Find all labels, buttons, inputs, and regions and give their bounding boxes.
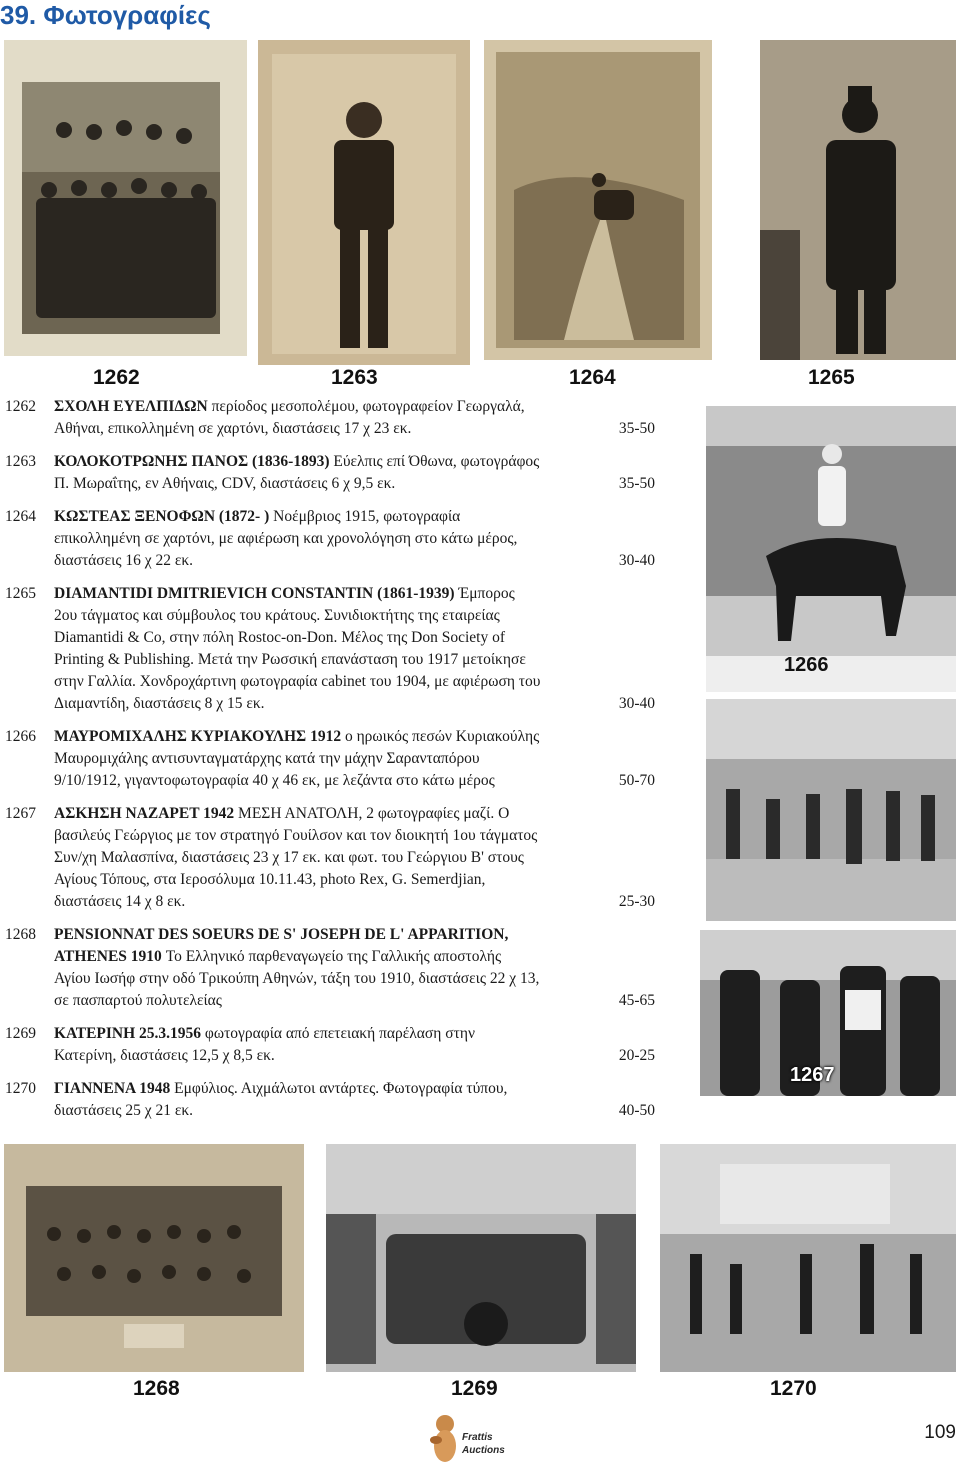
entry-text: Εμφύλιος. Αιχμάλωτοι αντάρτες. Φωτογραφία τύπου, [170,1080,508,1097]
entry-description [54,583,655,715]
entry-line [54,649,655,671]
entry-line [54,528,655,550]
entry-line [54,825,655,847]
entry-text: Εύελπις επί Όθωνα, φωτογράφος [329,453,540,470]
entry-heading: ΣΧΟΛΗ ΕΥΕΛΠΙΔΩΝ [54,398,208,415]
entry-estimate: 20-25 [618,1047,655,1064]
catalog-entry [5,924,655,1012]
photo-1263 [258,40,470,365]
catalog-entry [5,1078,655,1122]
entry-heading: ΚΑΤΕΡΙΝΗ 25.3.1956 [54,1025,202,1042]
entry-line [54,748,655,770]
photo-1264 [484,40,712,360]
entry-estimate: 50-70 [618,772,655,789]
entry-line [54,1078,655,1100]
entry-line [54,451,655,473]
entry-heading: ATHENES 1910 [54,948,162,965]
photo-1269 [326,1144,636,1372]
entry-text: Αγίου Ιωσήφ στην οδό Τρικούπη Αθηνών, τάξη του 1910, διαστάσεις 22 χ 13, [54,970,540,987]
photo-label-1264: 1264 [569,366,616,389]
catalog-entries [5,396,655,1133]
entry-description [54,451,655,495]
entry-number: 1263 [5,453,36,470]
photo-1267-top [706,699,956,921]
entry-description [54,803,655,913]
entry-number: 1270 [5,1080,36,1097]
entry-line [54,693,655,715]
catalog-entry [5,803,655,913]
entry-estimate: 45-65 [618,992,655,1009]
photo-label-1268: 1268 [133,1377,180,1400]
entry-heading: ΑΣΚΗΣΗ ΝΑΖΑΡΕΤ 1942 [54,805,235,822]
entry-text: Μαυρομιχάλης αντισυνταγματάρχης κατά την μάχην Σαρανταπόρου [54,750,480,767]
entry-text: περίοδος μεσοπολέμου, φωτογραφείον Γεωργαλά, [207,398,525,415]
entry-description [54,506,655,572]
entry-line [54,1100,655,1122]
entry-line [54,924,655,946]
entry-estimate: 40-50 [618,1102,655,1119]
entry-text: Διαμαντίδη, διαστάσεις 8 χ 15 εκ. [54,695,265,712]
entry-line [54,990,655,1012]
entry-text: φωτογραφία από επετειακή παρέλαση στην [201,1025,475,1042]
entry-line [54,847,655,869]
entry-number: 1269 [5,1025,36,1042]
entry-text: 2ου τάγματος και σύμβουλος του κράτους. Συνιδιοκτήτης της εταιρείας [54,607,500,624]
entry-text: Π. Μωραΐτης, εν Αθήναις, CDV, διαστάσεις 6 χ 9,5 εκ. [54,475,396,492]
entry-line [54,506,655,528]
entry-heading: PENSIONNAT DES SOEURS DE S' JOSEPH DE L' APPARITION, [54,926,509,943]
page-title: 39. Φωτογραφίες [0,0,211,30]
entry-heading: ΓΙΑΝΝΕΝΑ 1948 [54,1080,171,1097]
photo-1266 [706,406,956,692]
entry-text: Printing & Publishing. Μετά την Ρωσσική επανάσταση του 1917 μετοίκησε [54,651,526,668]
logo-line-1: Frattis [462,1432,493,1443]
photo-1270 [660,1144,956,1372]
cherub-logo-icon [430,1412,460,1466]
page-number: 109 [924,1422,956,1443]
photo-label-1263: 1263 [331,366,378,389]
photo-1262 [4,40,247,356]
entry-text: βασιλεύς Γεώργιος με τον στρατηγό Γουίλσον και τον διοικητή 1ου τάγματος [54,827,538,844]
catalog-entry [5,1023,655,1067]
catalog-entry [5,726,655,792]
entry-line [54,627,655,649]
entry-line [54,1023,655,1045]
entry-text: επικολλημένη σε χαρτόνι, με αφιέρωση και χρονολόγηση στο κάτω μέρος, [54,530,518,547]
entry-description [54,924,655,1012]
entry-line [54,605,655,627]
entry-line [54,770,655,792]
entry-line [54,583,655,605]
entry-text: ΜΕΣΗ ΑΝΑΤΟΛΗ, 2 φωτογραφίες μαζί. Ο [234,805,510,822]
entry-line [54,473,655,495]
entry-description [54,396,655,440]
photo-label-1266: 1266 [784,654,829,676]
entry-description [54,726,655,792]
entry-heading: ΚΩΣΤΕΑΣ ΞΕΝΟΦΩΝ (1872- ) [54,508,270,525]
entry-line [54,803,655,825]
entry-heading: DIAMANTIDI DMITRIEVICH CONSTANTIN (1861-1939) [54,585,455,602]
entry-number: 1267 [5,805,36,822]
entry-number: 1268 [5,926,36,943]
entry-text: ο ηρωικός πεσών Κυριακούλης [341,728,540,745]
entry-line [54,891,655,913]
entry-line [54,396,655,418]
entry-text: Συν/χη Μαλασπίνα, διαστάσεις 23 χ 17 εκ. και φωτ. του Γεώργιου Β' στους [54,849,524,866]
frattis-auctions-logo [430,1412,530,1468]
entry-text: Έμπορος [454,585,515,602]
entry-estimate: 35-50 [618,420,655,437]
entry-text: διαστάσεις 14 χ 8 εκ. [54,893,186,910]
entry-line [54,418,655,440]
logo-line-2: Auctions [462,1445,505,1456]
entry-text: Diamantidi & Co, στην πόλη Rostoc-on-Don. Μέλος της Don Society of [54,629,505,646]
photo-1268 [4,1144,304,1372]
photo-1267-bottom [700,930,956,1096]
catalog-entry [5,583,655,715]
entry-line [54,671,655,693]
entry-number: 1264 [5,508,36,525]
entry-number: 1262 [5,398,36,415]
catalog-entry [5,396,655,440]
entry-estimate: 25-30 [618,893,655,910]
entry-line [54,550,655,572]
catalog-entry [5,506,655,572]
entry-estimate: 35-50 [618,475,655,492]
entry-text: Το Ελληνικό παρθεναγωγείο της Γαλλικής αποστολής [161,948,502,965]
entry-text: 9/10/1912, γιγαντοφωτογραφία 40 χ 46 εκ, με λεζάντα στο κάτω μέρος [54,772,495,789]
entry-estimate: 30-40 [618,695,655,712]
photo-label-1262: 1262 [93,366,140,389]
photo-label-1270: 1270 [770,1377,817,1400]
photo-label-1265: 1265 [808,366,855,389]
entry-description [54,1078,655,1122]
entry-text: Αθήναι, επικολλημένη σε χαρτόνι, διαστάσεις 17 χ 23 εκ. [54,420,412,437]
photo-1265 [760,40,956,360]
entry-text: στην Γαλλία. Χονδροχάρτινη φωτογραφία cabinet του 1904, με αφιέρωση του [54,673,541,690]
entry-line [54,968,655,990]
entry-heading: ΚΟΛΟΚΟΤΡΩΝΗΣ ΠΑΝΟΣ (1836-1893) [54,453,330,470]
entry-heading: ΜΑΥΡΟΜΙΧΑΛΗΣ ΚΥΡΙΑΚΟΥΛΗΣ 1912 [54,728,342,745]
catalog-entry [5,451,655,495]
entry-text: σε πασπαρτού πολυτελείας [54,992,222,1009]
entry-line [54,869,655,891]
entry-text: διαστάσεις 16 χ 22 εκ. [54,552,194,569]
entry-number: 1266 [5,728,36,745]
entry-text: Αγίους Τόπους, στα Ιεροσόλυμα 10.11.43, photo Rex, G. Semerdjian, [54,871,486,888]
entry-line [54,726,655,748]
entry-line [54,946,655,968]
photo-label-1269: 1269 [451,1377,498,1400]
entry-number: 1265 [5,585,36,602]
photo-label-1267: 1267 [790,1064,835,1086]
entry-estimate: 30-40 [618,552,655,569]
entry-text: Κατερίνη, διαστάσεις 12,5 χ 8,5 εκ. [54,1047,275,1064]
entry-text: Νοέμβριος 1915, φωτογραφία [269,508,461,525]
entry-line [54,1045,655,1067]
entry-description [54,1023,655,1067]
entry-text: διαστάσεις 25 χ 21 εκ. [54,1102,194,1119]
